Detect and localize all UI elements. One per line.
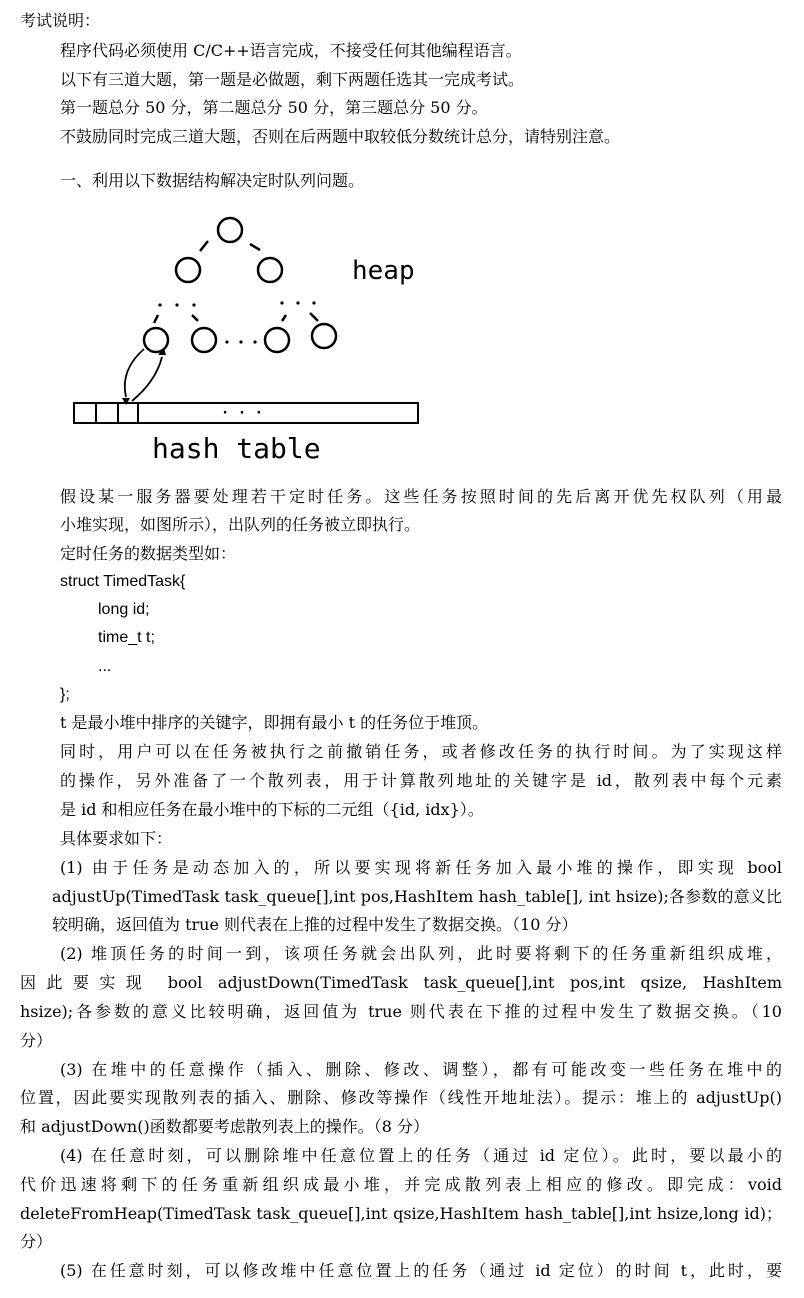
code-line: struct TimedTask{ [60, 573, 186, 590]
exam-note: 以下有三道大题，第一题是必做题，剩下两题任选其一完成考试。 [60, 70, 525, 89]
requirement-line: 分） [20, 1031, 53, 1050]
heap-hash-figure [60, 205, 440, 475]
code-line: long id; [98, 601, 150, 618]
requirement-line: 较明确，返回值为 true 则代表在上推的过程中发生了数据交换。（10 分） [52, 915, 578, 934]
heap-node [312, 324, 336, 348]
paragraph-line: 是 id 和相应任务在最小堆中的下标的二元组（{id, idx}）。 [60, 800, 484, 819]
requirement-line: (2) 堆顶任务的时间一到，该项任务就会出队列，此时要将剩下的任务重新组织成堆， [60, 944, 782, 963]
code-line: }; [60, 686, 70, 703]
paragraph-line: 的操作，另外准备了一个散列表，用于计算散列地址的关键字是 id，散列表中每个元素 [60, 771, 782, 790]
paragraph-line: 假设某一服务器要处理若干定时任务。这些任务按照时间的先后离开优先权队列（用最 [60, 487, 782, 506]
hash-table-ellipsis: · · · [220, 405, 264, 421]
paragraph-line: 定时任务的数据类型如： [60, 544, 237, 563]
paragraph-line: 同时，用户可以在任务被执行之前撤销任务，或者修改任务的执行时间。为了实现这样 [60, 742, 782, 761]
requirement-line: (3) 在堆中的任意操作（插入、删除、修改、调整），都有可能改变一些任务在堆中的 [60, 1060, 782, 1079]
requirement-line: 分） [20, 1232, 53, 1251]
heap-node [218, 218, 242, 242]
paragraph-line: 小堆实现，如图所示），出队列的任务被立即执行。 [60, 515, 421, 534]
exam-note: 不鼓励同时完成三道大题，否则在后两题中取较低分数统计总分，请特别注意。 [60, 127, 621, 146]
heap-node [258, 258, 282, 282]
requirement-line: 因此要实现 bool adjustDown(TimedTask task_queue[],int pos,int qsize, HashItem [20, 973, 782, 992]
requirement-line: deleteFromHeap(TimedTask task_queue[],int qsize,HashItem hash_table[],int hsize,long id)； [20, 1204, 782, 1223]
requirement-line: hsize);各参数的意义比较明确，返回值为 true 则代表在下推的过程中发生了数据交换。（10 [20, 1002, 782, 1021]
exam-note: 第一题总分 50 分，第二题总分 50 分，第三题总分 50 分。 [60, 98, 488, 117]
paragraph-line: 具体要求如下： [60, 829, 173, 848]
hash-table-label: hash table [152, 432, 321, 465]
requirement-line: (4) 在任意时刻，可以删除堆中任意位置上的任务（通过 id 定位）。此时，要以最小的 [60, 1146, 782, 1165]
requirement-line: 位置，因此要实现散列表的插入、删除、修改等操作（线性开地址法）。提示：堆上的 adjustUp() [20, 1088, 782, 1107]
code-line: ... [98, 658, 112, 675]
exam-note: 程序代码必须使用 C/C++语言完成，不接受任何其他编程语言。 [60, 41, 522, 60]
heap-node [192, 328, 216, 352]
link-arrow [132, 357, 162, 401]
exam-title: 考试说明： [20, 11, 101, 30]
link-arrow [125, 349, 144, 397]
heap-node [265, 328, 289, 352]
requirement-line: 和 adjustDown()函数都要考虑散列表上的操作。（8 分） [20, 1117, 429, 1136]
paragraph-line: t 是最小堆中排序的关键字，即拥有最小 t 的任务位于堆顶。 [60, 713, 489, 732]
heap-node [176, 258, 200, 282]
requirement-line: (1) 由于任务是动态加入的，所以要实现将新任务加入最小堆的操作，即实现 bool [60, 858, 782, 877]
heap-node [144, 328, 168, 352]
question-heading: 一、利用以下数据结构解决定时队列问题。 [60, 171, 365, 190]
requirement-line: (5) 在任意时刻，可以修改堆中任意位置上的任务（通过 id 定位）的时间 t，此时，要 [60, 1261, 782, 1280]
code-line: time_t t; [98, 629, 155, 646]
heap-label: heap [352, 256, 415, 286]
requirement-line: 代价迅速将剩下的任务重新组织成最小堆，并完成散列表上相应的修改。即完成：void [20, 1175, 782, 1194]
requirement-line: adjustUp(TimedTask task_queue[],int pos,HashItem hash_table[], int hsize);各参数的意义比 [52, 887, 782, 906]
